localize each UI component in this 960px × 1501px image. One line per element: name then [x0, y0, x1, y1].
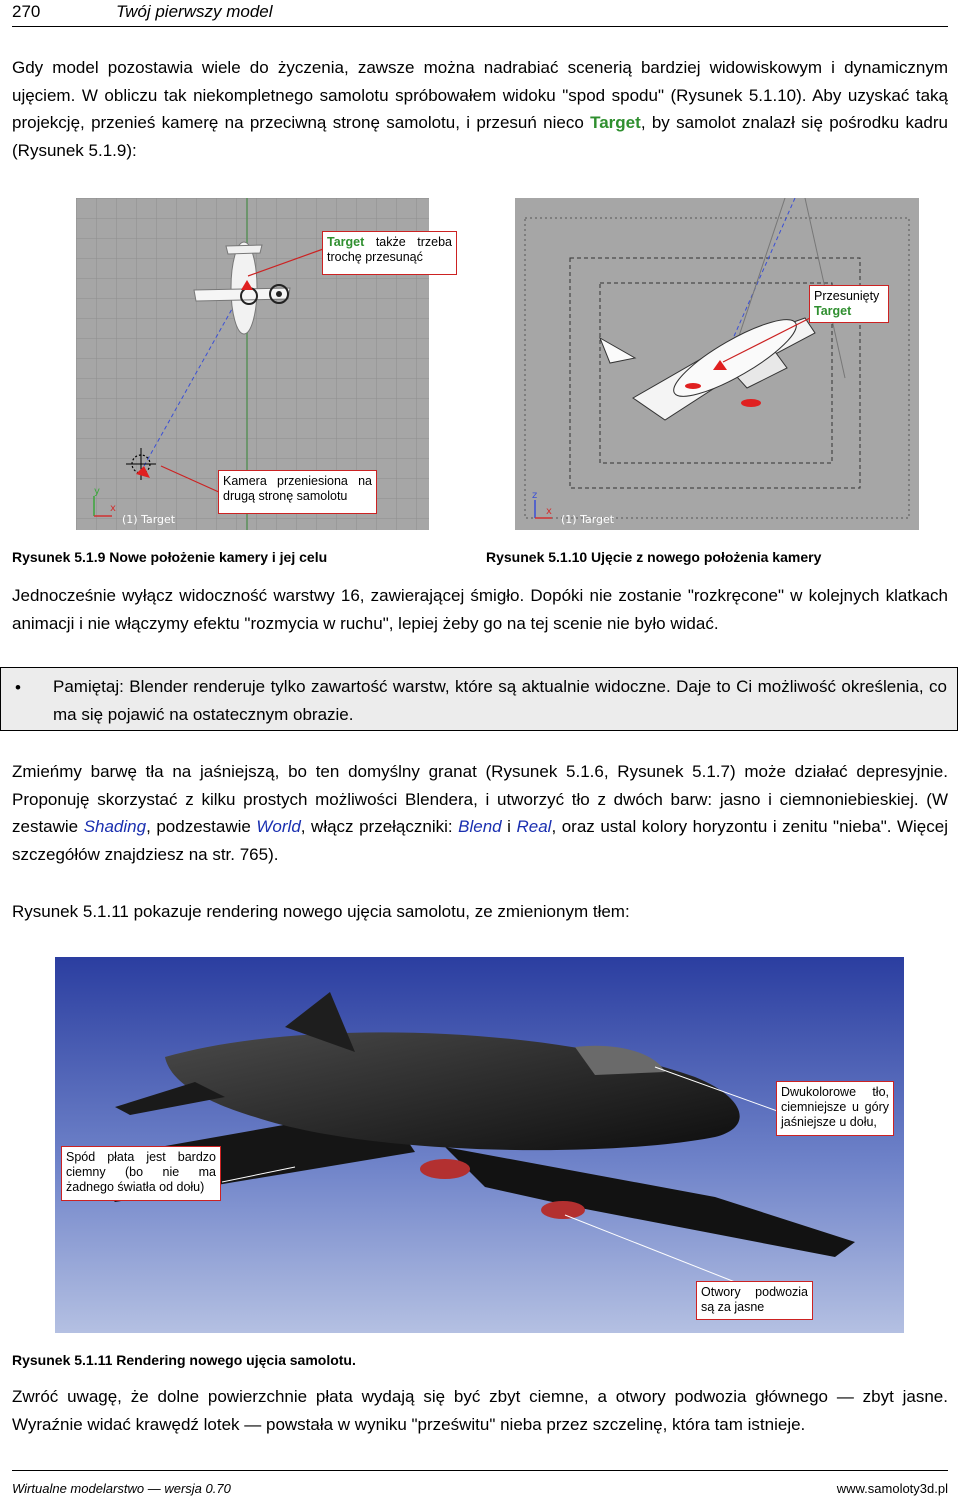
layer-paragraph: Jednocześnie wyłącz widoczność warstwy 16, zawierającej śmigło. Dopóki nie zostanie "rozkręcone" w kolejnych klatkach animacji i nie włączymy efektu "rozmycia w ruchu", lepiej żeby go na tej scenie nie było widać. [12, 586, 948, 633]
world-term: World [256, 817, 301, 836]
figure-5-1-10-viewport [515, 198, 919, 530]
render-intro-paragraph: Rysunek 5.1.11 pokazuje rendering nowego ujęcia samolotu, ze zmienionym tłem: [12, 902, 630, 921]
chapter-title: Twój pierwszy model [116, 2, 273, 21]
caption-figure-5-1-10: Rysunek 5.1.10 Ujęcie z nowego położenia kamery [486, 549, 822, 565]
page-footer [12, 1470, 948, 1501]
axis-z-label: z [532, 490, 538, 501]
caption-figure-5-1-11: Rysunek 5.1.11 Rendering nowego ujęcia samolotu. [12, 1352, 356, 1368]
axis-y-label: y [94, 486, 100, 497]
callout-wheel-wells: Otwory podwozia są za jasne [696, 1281, 813, 1320]
viewport-camera-image [515, 198, 919, 530]
axis-x-label: x [546, 506, 552, 517]
callout-dark-wing: Spód płata jest bardzo ciemny (bo nie ma żadnego światła od dołu) [61, 1146, 221, 1201]
target-term: Target [590, 113, 641, 132]
callout-target-move: Target także trzeba trochę przesunąć [322, 231, 457, 275]
page-header [12, 0, 948, 27]
footer-book-title: Wirtualne modelarstwo — wersja 0.70 [12, 1481, 231, 1496]
real-term: Real [516, 817, 552, 836]
axis-x-label: x [110, 503, 116, 514]
footer-website-link[interactable]: www.samoloty3d.pl [836, 1481, 948, 1496]
background-paragraph: Zmieńmy barwę tła na jaśniejszą, bo ten domyślny granat (Rysunek 5.1.6, Rysunek 5.1.7) może działać depresyjnie. Proponuję skorzystać z kilku prostych możliwości Blendera, i utworzyć tło z dwóch barw: jasno i ciemnoniebieskiej. (W zestawie Shading, podzestawie World, włącz przełączniki: Blend i Real, oraz ustal kolory horyzontu i zenitu "nieba". Więcej szczegółów znajdziesz na str. 765). [12, 762, 948, 864]
shading-term: Shading [83, 817, 147, 836]
callout-moved-target: Przesunięty Target [809, 285, 889, 323]
blend-term: Blend [458, 817, 502, 836]
intro-paragraph: Gdy model pozostawia wiele do życzenia, zawsze można nadrabiać scenerią bardziej widowiskowym i dynamicznym ujęciem. W obliczu tak niekompletnego samolotu spróbowałem widoku "spod spodu" (Rysunek 5.1.10). Aby uzyskać taką projekcję, przenieś kamerę na przeciwną stronę samolotu, i przesuń nieco Target, by samolot znalazł się pośrodku kadru (Rysunek 5.1.9): [12, 58, 948, 160]
page-number: 270 [12, 2, 41, 21]
figure-5-1-11-render [55, 957, 904, 1333]
caption-figure-5-1-9: Rysunek 5.1.9 Nowe położenie kamery i jej celu [12, 549, 328, 565]
note-text: Pamiętaj: Blender renderuje tylko zawartość warstw, które są aktualnie widoczne. Daje to Ci możliwość określenia, co ma się pojawić na ostatecznym obrazie. [53, 677, 947, 724]
conclusion-paragraph: Zwróć uwagę, że dolne powierzchnie płata wydają się być zbyt ciemne, a otwory podwozia głównego — zbyt jasne. Wyraźnie widać krawędź lotek — powstała w wyniku "prześwitu" nieba przez szczelinę, która tam istnieje. [12, 1387, 948, 1434]
callout-two-tone-bg: Dwukolorowe tło, ciemniejsze u góry jaśniejsze u dołu, [776, 1081, 894, 1136]
bullet-icon: • [15, 678, 21, 697]
render-image [55, 957, 904, 1333]
viewport-label: (1) Target [122, 513, 176, 526]
note-box [0, 667, 958, 731]
viewport-label: (1) Target [561, 513, 615, 526]
callout-camera-moved: Kamera przeniesiona na drugą stronę samolotu [218, 470, 377, 514]
